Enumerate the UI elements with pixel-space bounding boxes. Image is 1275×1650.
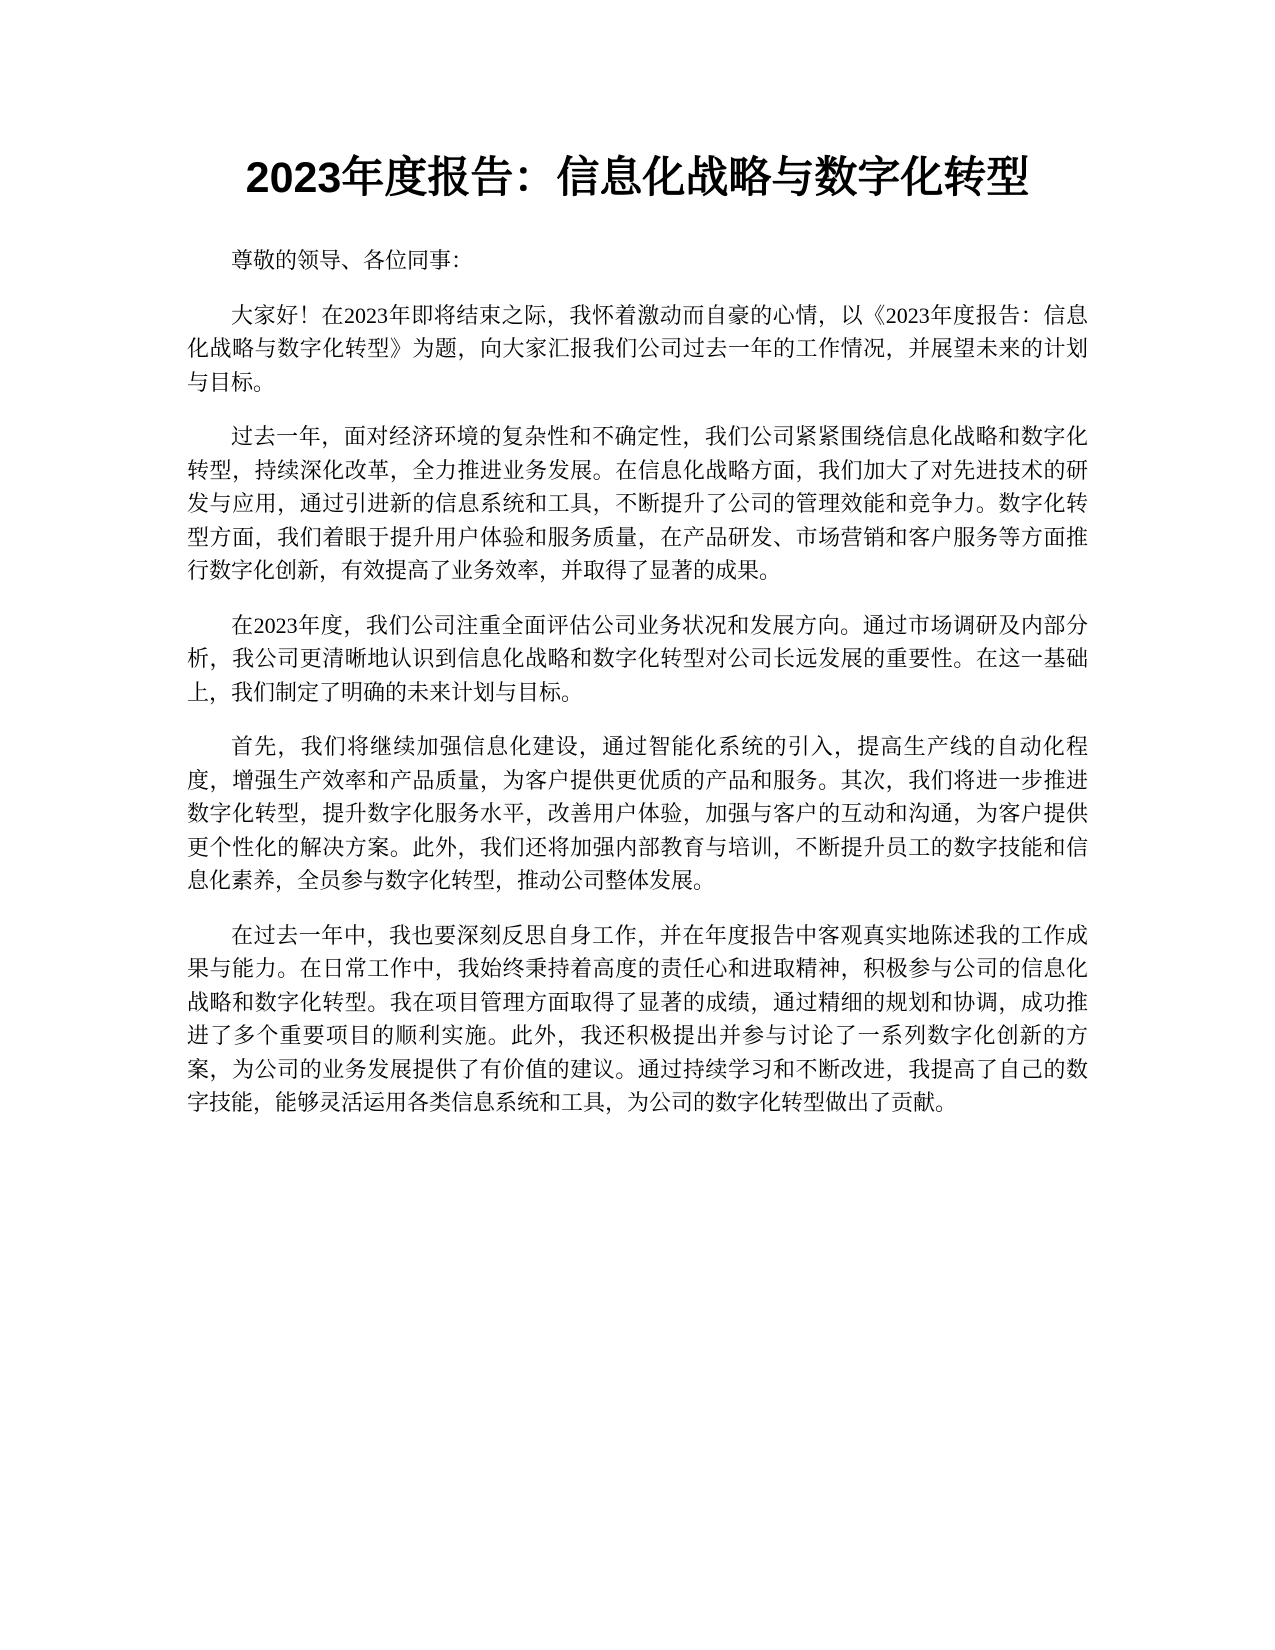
document-body xyxy=(187,244,1088,1120)
salutation-paragraph: 尊敬的领导、各位同事： xyxy=(231,248,474,273)
intro-paragraph: 大家好！在2023年即将结束之际，我怀着激动而自豪的心情，以《2023年度报告：信息化战略与数字化转型》为题，向大家汇报我们公司过去一年的工作情况，并展望未来的计划与目标。 xyxy=(187,302,1088,395)
plan-paragraph: 首先，我们将继续加强信息化建设，通过智能化系统的引入，提高生产线的自动化程度，增强生产效率和产品质量，为客户提供更优质的产品和服务。其次，我们将进一步推进数字化转型，提升数字化服务水平，改善用户体验，加强与客户的互动和沟通，为客户提供更个性化的解决方案。此外，我们还将加强内部教育与培训，不断提升员工的数字技能和信息化素养，全员参与数字化转型，推动公司整体发展。 xyxy=(187,734,1088,893)
self-reflection-paragraph: 在过去一年中，我也要深刻反思自身工作，并在年度报告中客观真实地陈述我的工作成果与能力。在日常工作中，我始终秉持着高度的责任心和进取精神，积极参与公司的信息化战略和数字化转型。我在项目管理方面取得了显著的成绩，通过精细的规划和协调，成功推进了多个重要项目的顺利实施。此外，我还积极提出并参与讨论了一系列数字化创新的方案，为公司的业务发展提供了有价值的建议。通过持续学习和不断改进，我提高了自己的数字技能，能够灵活运用各类信息系统和工具，为公司的数字化转型做出了贡献。 xyxy=(187,922,1088,1115)
review-paragraph: 过去一年，面对经济环境的复杂性和不确定性，我们公司紧紧围绕信息化战略和数字化转型，持续深化改革，全力推进业务发展。在信息化战略方面，我们加大了对先进技术的研发与应用，通过引进新的信息系统和工具，不断提升了公司的管理效能和竞争力。数字化转型方面，我们着眼于提升用户体验和服务质量，在产品研发、市场营销和客户服务等方面推行数字化创新，有效提高了业务效率，并取得了显著的成果。 xyxy=(187,424,1088,583)
document-title: 2023年度报告：信息化战略与数字化转型 xyxy=(245,154,1030,202)
assessment-paragraph: 在2023年度，我们公司注重全面评估公司业务状况和发展方向。通过市场调研及内部分析，我公司更清晰地认识到信息化战略和数字化转型对公司长远发展的重要性。在这一基础上，我们制定了明确的未来计划与目标。 xyxy=(187,612,1088,705)
